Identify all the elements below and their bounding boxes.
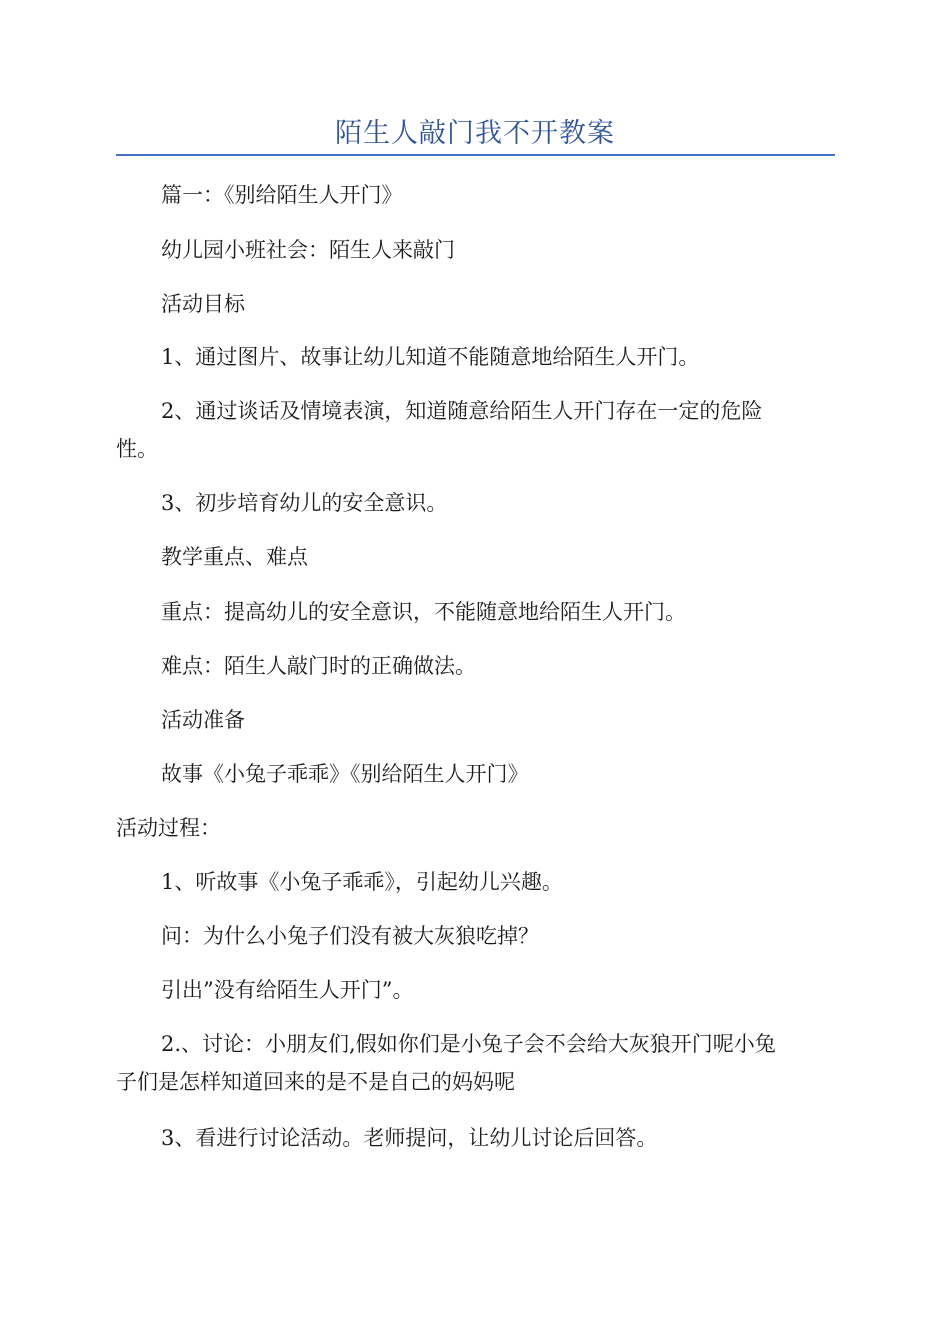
paragraph: 难点：陌生人敲门时的正确做法。 [161,654,476,678]
paragraph: 问：为什么小兔子们没有被大灰狼吃掉？ [161,924,539,948]
paragraph: 教学重点、难点 [161,545,308,569]
paragraph-multiline [116,392,830,468]
paragraph-line: 2.、讨论：小朋友们,假如你们是小兔子会不会给大灰狼开门呢小兔 [161,1032,776,1056]
paragraph: 幼儿园小班社会：陌生人来敲门 [161,238,455,262]
paragraph-line: 子们是怎样知道回来的是不是自己的妈妈呢 [116,1070,515,1094]
paragraph-line: 性。 [116,437,158,461]
paragraph: 1、听故事《小兔子乖乖》，引起幼儿兴趣。 [161,870,563,894]
paragraph-multiline [116,1025,830,1101]
paragraph: 3、看进行讨论活动。老师提问，让幼儿讨论后回答。 [161,1126,658,1150]
paragraph: 活动过程： [116,816,221,840]
paragraph: 活动目标 [161,292,245,316]
paragraph: 重点：提高幼儿的安全意识，不能随意地给陌生人开门。 [161,600,686,624]
paragraph: 篇一：《别给陌生人开门》 [161,183,403,207]
paragraph: 故事《小兔子乖乖》《别给陌生人开门》 [161,762,529,786]
paragraph: 3、初步培育幼儿的安全意识。 [161,491,448,515]
paragraph-line: 2、通过谈话及情境表演，知道随意给陌生人开门存在一定的危险 [161,399,763,423]
document-title: 陌生人敲门我不开教案 [335,118,615,149]
paragraph: 1、通过图片、故事让幼儿知道不能随意地给陌生人开门。 [161,345,700,369]
paragraph: 活动准备 [161,708,245,732]
paragraph: 引出”没有给陌生人开门”。 [161,978,414,1002]
title-underline [116,154,835,156]
